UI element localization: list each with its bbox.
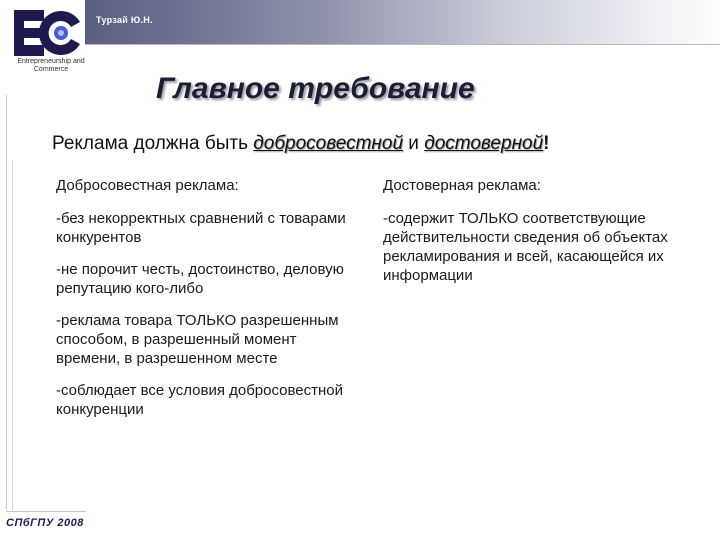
slide-title: Главное требование <box>156 72 475 105</box>
left-column-heading: Добросовестная реклама: <box>56 177 239 194</box>
header-divider <box>85 44 720 45</box>
left-column <box>56 176 356 432</box>
lead-term-1: добросовестной <box>253 133 404 154</box>
right-column-heading: Достоверная реклама: <box>383 177 541 194</box>
lead-suffix: ! <box>543 133 550 154</box>
lead-statement <box>52 133 550 155</box>
left-decorative-rule <box>6 95 7 510</box>
header-bar <box>85 0 720 44</box>
footer-text: СПбГПУ 2008 <box>6 517 84 529</box>
left-list-item: -без некорректных сравнений с товарами конкурентов <box>56 210 346 246</box>
left-list-item: -не порочит честь, достоинство, деловую репутацию кого-либо <box>56 261 344 297</box>
right-column <box>383 176 683 298</box>
ec-logo <box>14 8 84 86</box>
lead-prefix: Реклама должна быть <box>52 133 254 154</box>
left-decorative-rule-inner <box>12 160 13 510</box>
logo-caption: Entrepreneurship and Commerce <box>17 58 85 73</box>
author-name: Турзай Ю.Н. <box>96 15 153 25</box>
right-list-item: -содержит ТОЛЬКО соответствующие действительности сведения об объектах рекламирования и всей, касающейся их информации <box>383 210 668 284</box>
bottom-decorative-rule <box>6 511 86 512</box>
left-list-item: -реклама товара ТОЛЬКО разрешенным способом, в разрешенный момент времени, в разрешенном месте <box>56 312 339 367</box>
left-list-item: -соблюдает все условия добросовестной конкуренции <box>56 382 344 418</box>
lead-conjunction: и <box>403 133 425 154</box>
lead-term-2: достоверной <box>424 133 544 154</box>
